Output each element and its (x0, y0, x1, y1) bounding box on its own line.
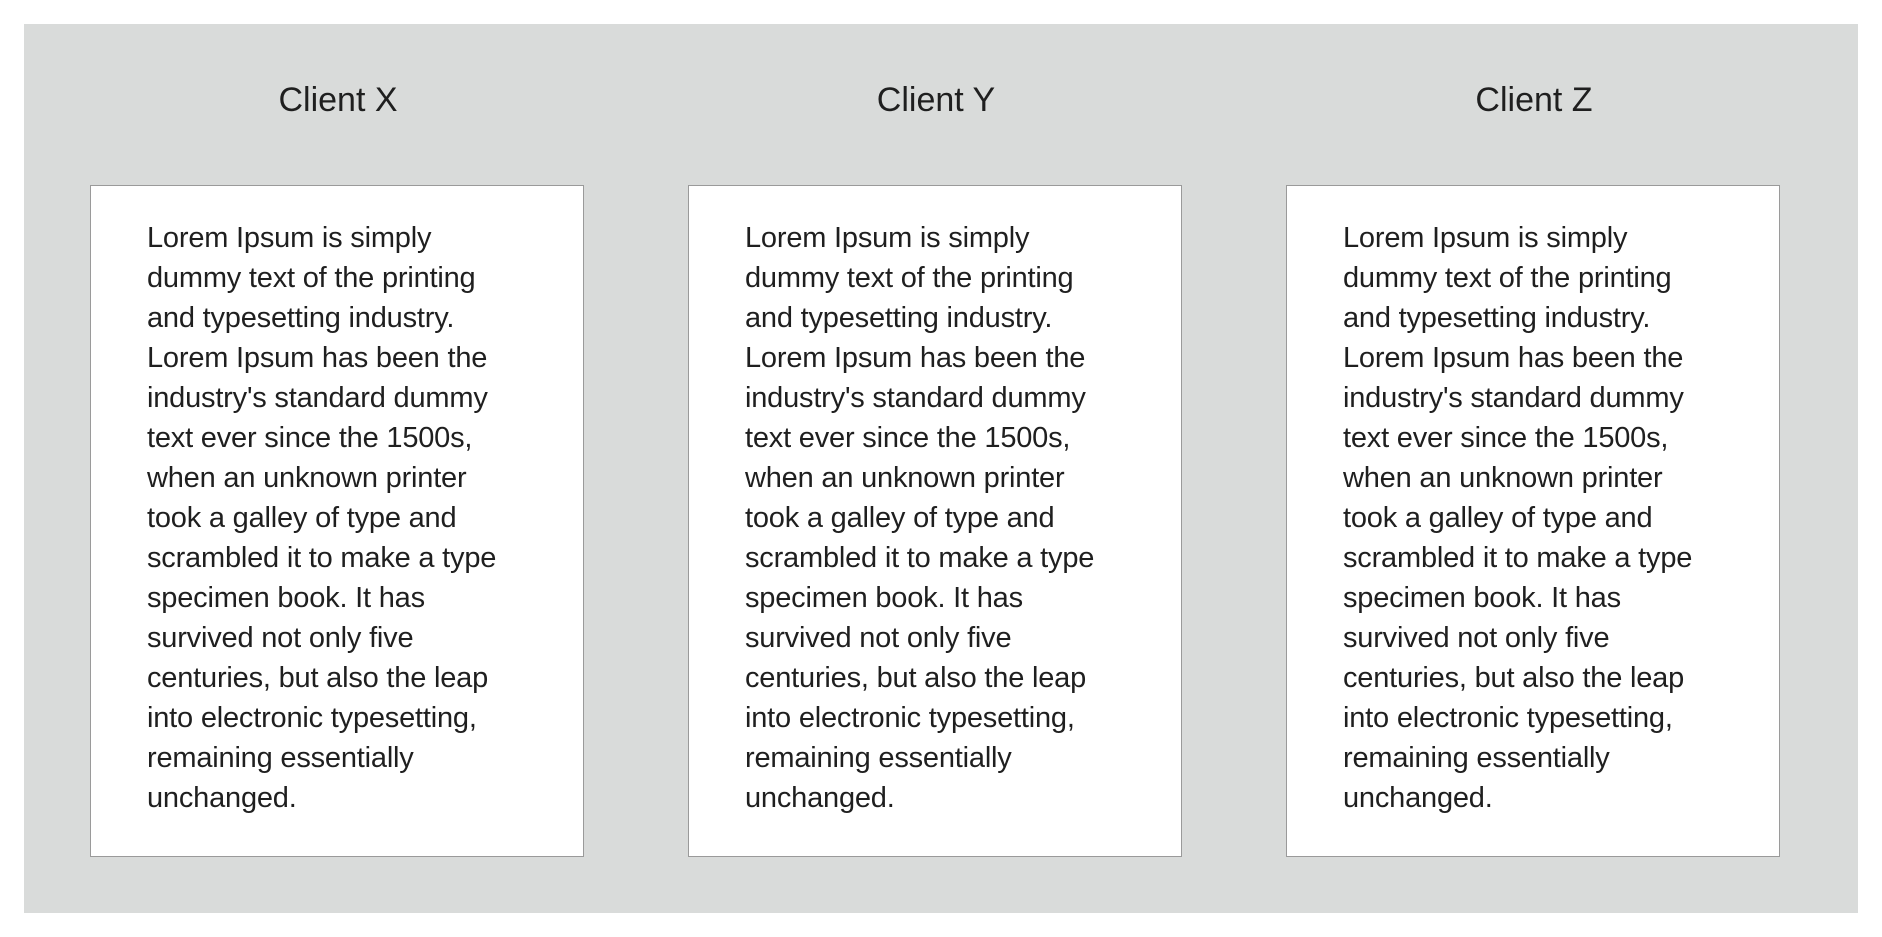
client-description: Lorem Ipsum is simply dummy text of the printing and typesetting industry. Lorem Ipsum has been the industry's standard dummy text ever since the 1500s, when an unknown printer took a galley of type and scrambled it to make a type specimen book. It has survived not only five centuries, but also the leap into electronic typesetting, remaining essentially unchanged. (1343, 222, 1693, 814)
client-description: Lorem Ipsum is simply dummy text of the printing and typesetting industry. Lorem Ipsum has been the industry's standard dummy text ever since the 1500s, when an unknown printer took a galley of type and scrambled it to make a type specimen book. It has survived not only five centuries, but also the leap into electronic typesetting, remaining essentially unchanged. (745, 222, 1095, 814)
client-description: Lorem Ipsum is simply dummy text of the printing and typesetting industry. Lorem Ipsum has been the industry's standard dummy text ever since the 1500s, when an unknown printer took a galley of type and scrambled it to make a type specimen book. It has survived not only five centuries, but also the leap into electronic typesetting, remaining essentially unchanged. (147, 222, 497, 814)
client-card (688, 185, 1182, 857)
client-title: Client Y (876, 81, 996, 119)
client-card (90, 185, 584, 857)
client-column-y (688, 24, 1184, 913)
client-column-z (1286, 24, 1782, 913)
client-card (1286, 185, 1780, 857)
client-title: Client Z (1475, 81, 1593, 119)
client-title: Client X (278, 81, 398, 119)
clients-panel (24, 24, 1858, 913)
client-column-x (90, 24, 586, 913)
